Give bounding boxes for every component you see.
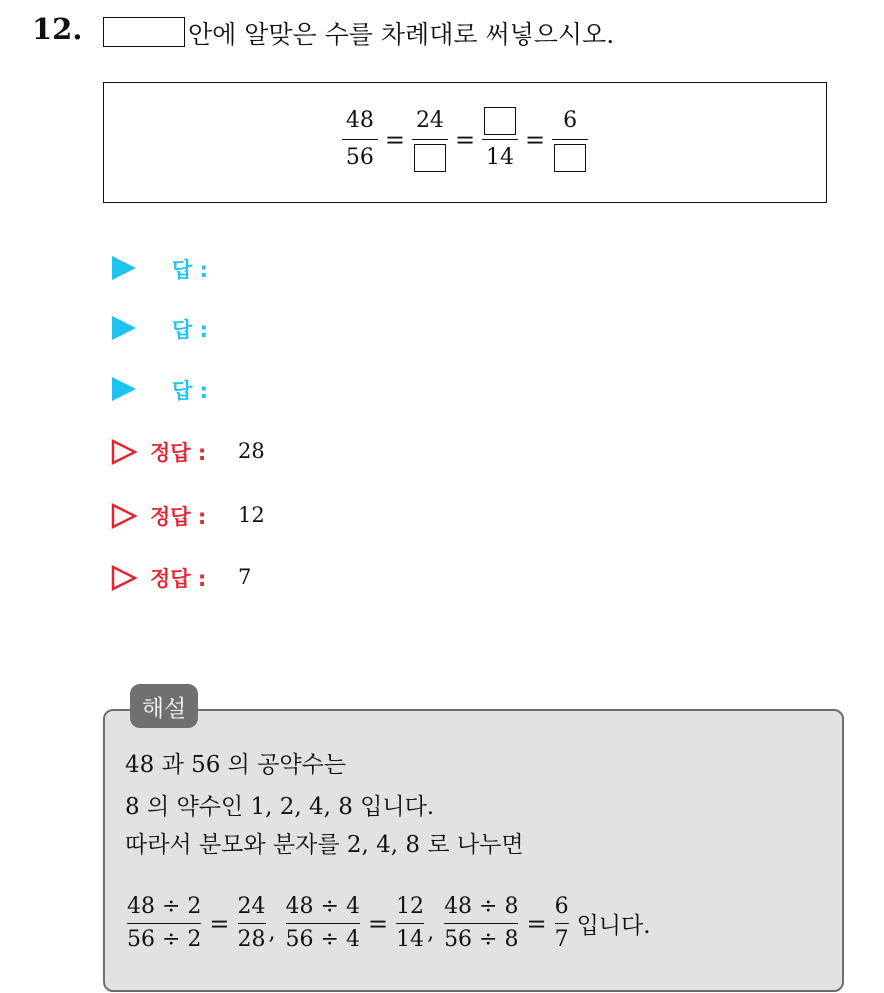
problem-box bbox=[103, 82, 827, 203]
fraction-bar bbox=[412, 139, 448, 140]
answer-blank-3[interactable] bbox=[554, 144, 586, 172]
fraction-3-denominator: 14 bbox=[486, 145, 515, 170]
fraction-1 bbox=[342, 107, 378, 172]
blank-box-icon bbox=[103, 17, 185, 47]
outline-arrow-icon bbox=[111, 439, 137, 465]
fraction-bar bbox=[482, 139, 518, 140]
correct-label-2: 정답 : bbox=[150, 505, 207, 529]
answer-label-1: 답 : bbox=[172, 258, 208, 282]
explanation-line-2: 8 의 약수인 1, 2, 4, 8 입니다. bbox=[125, 794, 435, 820]
question-instruction: 안에 알맞은 수를 차례대로 써넣으시오. bbox=[188, 20, 615, 49]
explanation-tag: 해설 bbox=[130, 684, 198, 728]
answer-blank-1[interactable] bbox=[414, 144, 446, 172]
fraction-1-numerator: 48 bbox=[345, 108, 374, 133]
answer-label-2: 답 : bbox=[172, 318, 208, 342]
equals-sign: = bbox=[367, 909, 389, 938]
outline-arrow-icon bbox=[111, 503, 137, 529]
equals-sign: = bbox=[454, 125, 476, 154]
fraction-1-denominator: 56 bbox=[345, 145, 374, 170]
play-arrow-icon bbox=[112, 256, 136, 280]
correct-value-2: 12 bbox=[238, 503, 265, 527]
fraction-bar bbox=[342, 139, 378, 140]
expl-fraction-c: $\frac{48 \div 4}{56 \div 4}$ bbox=[285, 894, 360, 952]
fraction-4-numerator: 6 bbox=[563, 108, 578, 133]
fraction-equation bbox=[104, 107, 826, 172]
outline-arrow-icon bbox=[111, 565, 137, 591]
expl-fraction-d: $\frac{12}{14}$ bbox=[396, 894, 425, 952]
answer-blank-2[interactable] bbox=[484, 107, 516, 135]
fraction-3 bbox=[482, 107, 518, 172]
equals-sign: = bbox=[209, 909, 230, 938]
correct-label-3: 정답 : bbox=[150, 567, 207, 591]
explanation-tail: 입니다. bbox=[576, 913, 651, 939]
explanation-equation: $\frac{48 \div 2}{56 \div 2}$ = $\frac{24}{28}$ , $\frac{48 \div 4}{56 \div 4}$ = $\frac{12}{14}$ , $\frac{48 \div 8}{56 \div 8}$ = $\frac{6}{7}$ 입니다. bbox=[127, 894, 651, 952]
correct-value-1: 28 bbox=[238, 439, 265, 463]
equals-sign: = bbox=[526, 909, 547, 938]
expl-fraction-a: $\frac{48 \div 2}{56 \div 2}$ bbox=[127, 894, 202, 952]
expl-fraction-f: $\frac{6}{7}$ bbox=[554, 894, 569, 952]
play-arrow-icon bbox=[112, 377, 136, 401]
equals-sign: = bbox=[525, 125, 546, 154]
answer-label-3: 답 : bbox=[172, 379, 208, 403]
question-number: 12. bbox=[32, 12, 83, 46]
fraction-2 bbox=[412, 107, 448, 172]
explanation-line-1: 48 과 56 의 공약수는 bbox=[125, 752, 347, 778]
fraction-2-numerator: 24 bbox=[415, 108, 444, 133]
correct-value-3: 7 bbox=[238, 565, 252, 589]
fraction-bar bbox=[552, 139, 588, 140]
equals-sign: = bbox=[384, 125, 405, 154]
explanation-line-3: 따라서 분모와 분자를 2, 4, 8 로 나누면 bbox=[125, 832, 524, 858]
expl-fraction-e: $\frac{48 \div 8}{56 \div 8}$ bbox=[444, 894, 519, 952]
expl-fraction-b: $\frac{24}{28}$ bbox=[237, 894, 266, 952]
correct-label-1: 정답 : bbox=[150, 441, 207, 465]
fraction-4 bbox=[552, 107, 588, 172]
play-arrow-icon bbox=[112, 316, 136, 340]
